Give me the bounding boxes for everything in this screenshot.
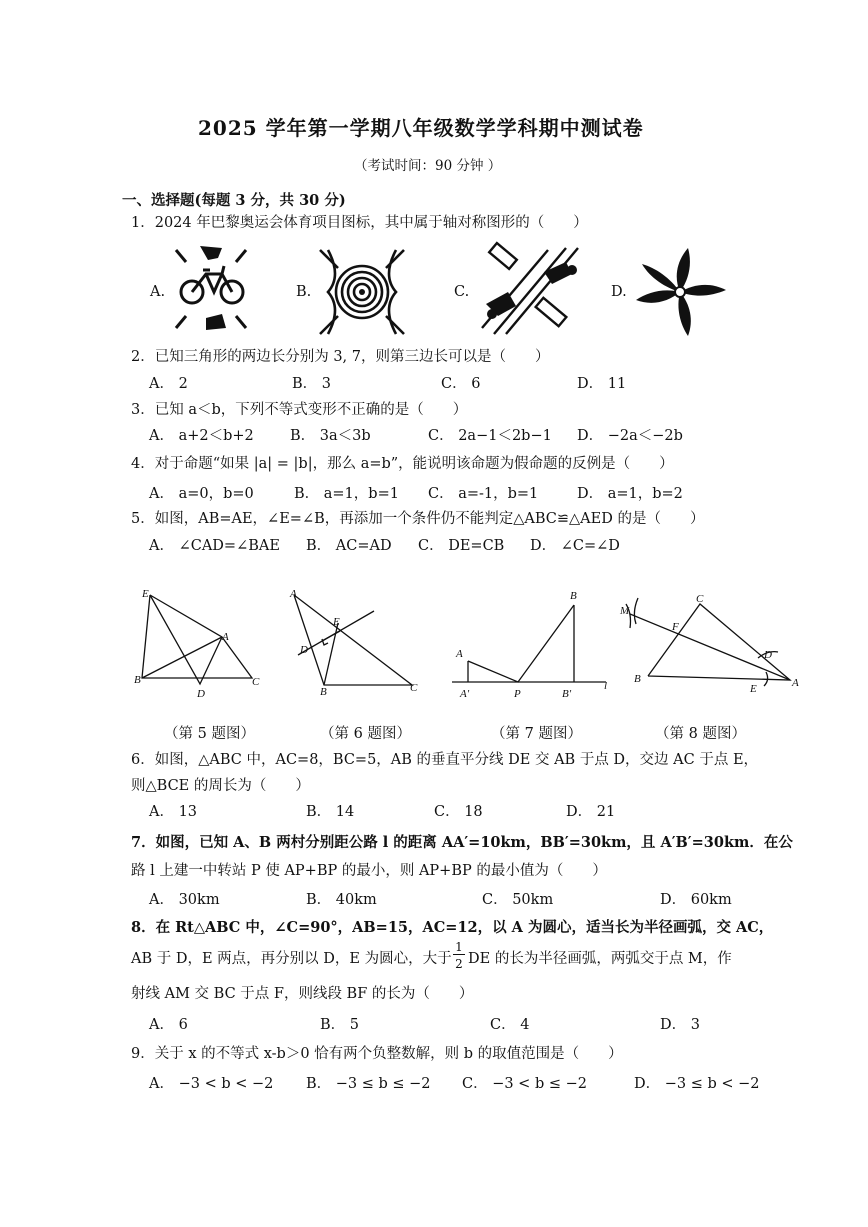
q3-option: A． a+2＜b+2 [149,428,254,444]
q3-option: B． 3a＜3b [290,428,371,444]
q3-option: C． 2a−1＜2b−1 [428,428,552,444]
fig7-label: B′ [562,688,572,700]
question-8-line: 8．在 Rt△ABC 中，∠C=90°，AB=15，AC=12，以 A 为圆心，适当长为半径画弧，交 AC， [131,919,774,936]
fig8-label: D [764,649,772,661]
q6-option: C． 18 [434,804,483,820]
figure-7 [448,585,618,705]
q7-option: D． 60km [660,892,732,908]
fig7-label: P [514,688,521,700]
fig7-label: l [604,680,608,692]
fig8-label: A [792,677,799,689]
q6-option: D． 21 [566,804,616,820]
question-8-line: 射线 AM 交 BC 于点 F，则线段 BF 的长为（ ） [131,986,474,1002]
figure-caption: （第 6 题图） [320,726,411,742]
q1-option-label: D. [611,284,627,300]
q7-option: C． 50km [482,892,554,908]
q2-option: D． 11 [577,376,627,392]
q5-option: A． ∠CAD=∠BAE [149,538,280,554]
q2-option: C． 6 [441,376,481,392]
q3-option: D． −2a＜−2b [577,428,683,444]
q9-option: C． −3 < b ≤ −2 [462,1076,587,1092]
q4-option: A． a=0，b=0 [149,486,254,502]
fig8-label: C [696,593,704,605]
question-6-line: 则△BCE 的周长为（ ） [131,778,310,794]
fig8-label: F [672,621,679,633]
fig5-label: D [197,688,205,700]
fig7-label: A′ [460,688,470,700]
question-6-line: 6．如图，△ABC 中，AC=8，BC=5，AB 的垂直平分线 DE 交 AB 于点 D，交边 AC 于点 E， [131,752,759,768]
q8-option: D． 3 [660,1017,700,1033]
question-1-stem: 1．2024 年巴黎奥运会体育项目图标，其中属于轴对称图形的（ ） [131,215,588,231]
question-8-line: AB 于 D，E 两点，再分别以 D，E 为圆心，大于 [131,951,452,967]
fraction-numerator: 1 [453,941,465,955]
fig6-label: B [320,686,327,698]
figure-caption: （第 8 题图） [655,726,746,742]
fig8-label: M [620,605,630,617]
archery-target-icon [316,246,408,338]
fig5-label: B [134,674,141,686]
fig8-label: B [634,673,641,685]
q8-option: C． 4 [490,1017,530,1033]
figure-8 [618,588,808,698]
fig6-label: A [290,588,297,600]
fig8-label: E [750,683,757,695]
q8-option: B． 5 [320,1017,359,1033]
q2-option: B． 3 [292,376,331,392]
question-9-stem: 9．关于 x 的不等式 x-b＞0 恰有两个负整数解，则 b 的取值范围是（ ） [131,1046,623,1062]
fig6-label: E [333,616,340,628]
q5-option: C． DE=CB [418,538,505,554]
q5-option: B． AC=AD [306,538,392,554]
question-7-line: 7．如图，已知 A、B 两村分别距公路 l 的距离 AA′=10km，BB′=30km，且 A′B′=30km．在公 [131,834,793,851]
exam-time: （考试时间：90 分钟 ） [354,158,502,174]
q5-option: D． ∠C=∠D [530,538,620,554]
fig7-label: A [456,648,463,660]
question-8-line: DE 的长为半径画弧，两弧交于点 M，作 [468,951,732,967]
q1-option-label: A. [150,284,166,300]
q1-option-label: C. [454,284,470,300]
section-heading: 一、选择题(每题 3 分，共 30 分) [122,192,346,209]
pinwheel-icon [630,244,730,340]
q4-option: D． a=1，b=2 [577,486,683,502]
q8-option: A． 6 [149,1017,188,1033]
question-7-line: 路 l 上建一中转站 P 使 AP+BP 的最小，则 AP+BP 的最小值为（ ） [131,863,607,879]
fig5-label: E [142,588,149,600]
fig5-label: C [252,676,260,688]
question-5-stem: 5．如图，AB=AE，∠E=∠B，再添加一个条件仍不能判定△ABC≌△AED 的是（ ） [131,511,705,527]
figure-caption: （第 7 题图） [491,726,582,742]
figure-6 [282,583,432,703]
fig5-label: A [222,631,229,643]
badminton-icon [476,244,586,338]
q6-option: B． 14 [306,804,355,820]
q4-option: B． a=1，b=1 [294,486,399,502]
fig7-label: B [570,590,577,602]
q7-option: A． 30km [149,892,220,908]
q9-option: B． −3 ≤ b ≤ −2 [306,1076,431,1092]
q6-option: A． 13 [149,804,198,820]
figure-caption: （第 5 题图） [164,726,255,742]
q2-option: A． 2 [149,376,188,392]
cycling-icon [170,242,252,334]
q4-option: C． a=-1，b=1 [428,486,539,502]
q7-option: B． 40km [306,892,377,908]
question-2-stem: 2．已知三角形的两边长分别为 3, 7，则第三边长可以是（ ） [131,349,550,365]
page-title: 2025 学年第一学期八年级数学学科期中测试卷 [198,116,644,140]
figure-5 [130,585,270,700]
fig6-label: D [300,644,308,656]
q1-option-label: B. [296,284,312,300]
q9-option: D． −3 ≤ b < −2 [634,1076,760,1092]
q9-option: A． −3 < b < −2 [149,1076,274,1092]
question-3-stem: 3．已知 a＜b，下列不等式变形不正确的是（ ） [131,402,468,418]
fraction-denominator: 2 [455,957,463,971]
question-4-stem: 4．对于命题“如果 |a| = |b|，那么 a=b”，能说明该命题为假命题的反例是（ ） [131,456,674,472]
fig6-label: C [410,682,418,694]
